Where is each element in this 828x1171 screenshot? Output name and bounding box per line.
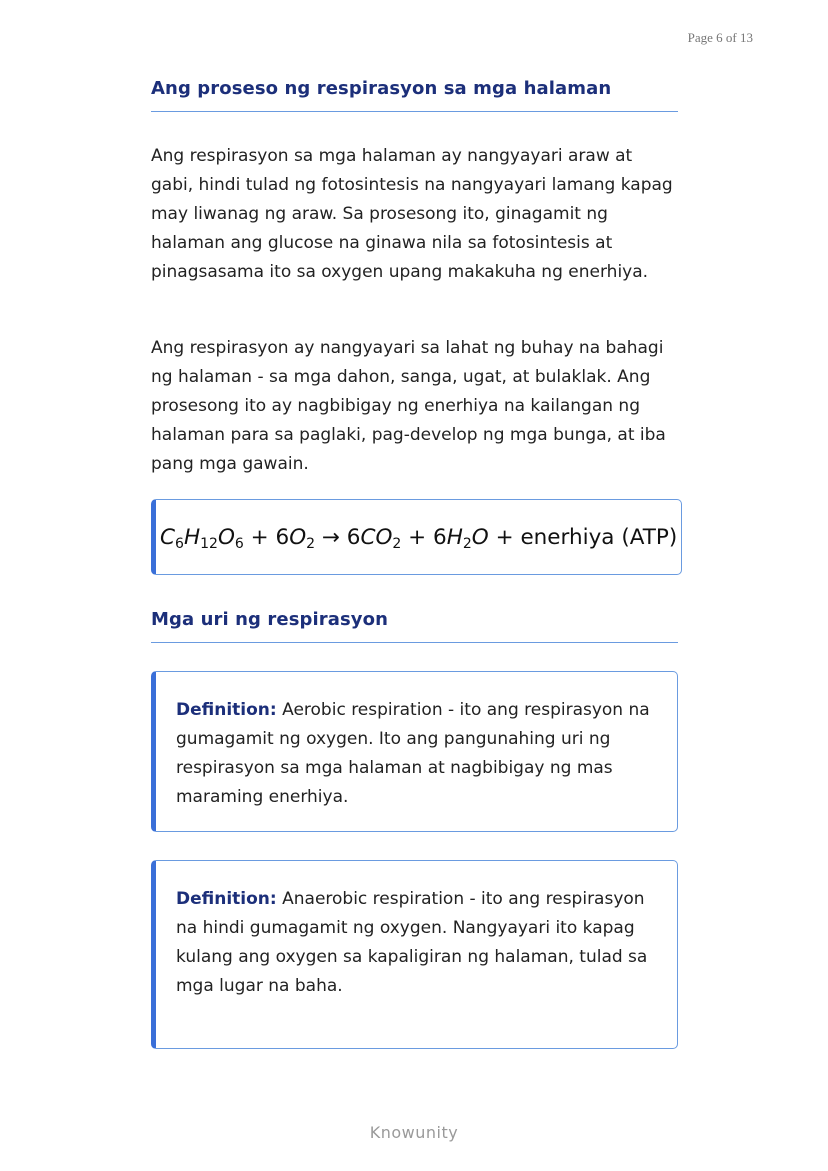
definition-body: Aerobic respiration - ito ang respirasyon na gumagamit ng oxygen. Ito ang pangunahing uri ng respirasyon sa mga halaman at nagbibigay ng mas maraming enerhiya. (176, 700, 650, 807)
water-h-sub: 2 (462, 535, 472, 552)
arrow-icon: → (321, 524, 340, 550)
plus-sign: + (250, 524, 269, 550)
co2-coefficient: 6 (346, 524, 361, 550)
paragraph: Ang respirasyon ay nangyayari sa lahat ng buhay na bahagi ng halaman - sa mga dahon, sanga, ugat, at bulaklak. Ang prosesong ito ay nagbibigay ng enerhiya na kailangan ng halaman para sa paglaki, pag-develop ng mga bunga, at iba pang mga gawain. (151, 338, 666, 474)
equation-box (151, 499, 682, 575)
definition-body: Anaerobic respiration - ito ang respirasyon na hindi gumagamit ng oxygen. Nangyayari ito kapag kulang ang oxygen sa kapaligiran ng halaman, tulad sa mga lugar na baha. (176, 889, 648, 996)
water-coefficient: 6 (433, 524, 447, 550)
co2-o-sub: 2 (392, 535, 402, 552)
glucose-o: O (217, 524, 235, 550)
oxygen-coefficient: 6 (275, 524, 290, 550)
definition-text (176, 885, 656, 1001)
section-heading-respiration-types: Mga uri ng respirasyon (151, 609, 678, 643)
equation-product-energy: enerhiya (ATP) (520, 524, 678, 550)
glucose-h-sub: 12 (200, 535, 218, 552)
oxygen-o-sub: 2 (306, 535, 316, 552)
plus-sign: + (495, 524, 514, 550)
definition-label: Definition: (176, 889, 277, 909)
page-number: Page 6 of 13 (687, 30, 753, 45)
definition-box-aerobic (151, 671, 678, 832)
respiration-equation (160, 525, 677, 550)
water-h: H (446, 524, 463, 550)
oxygen-o: O (289, 524, 307, 550)
water-o: O (471, 524, 489, 550)
glucose-o-sub: 6 (234, 535, 244, 552)
glucose-c-sub: 6 (175, 535, 184, 552)
definition-box-anaerobic (151, 860, 678, 1049)
definition-label: Definition: (176, 700, 277, 720)
co2-o: O (375, 524, 393, 550)
paragraph: Ang respirasyon sa mga halaman ay nangyayari araw at gabi, hindi tulad ng fotosintesis na nangyayari lamang kapag may liwanag ng araw. Sa prosesong ito, ginagamit ng halaman ang glucose na ginawa nila sa fotosintesis at pinagsasama ito sa oxygen upang makakuha ng enerhiya. (151, 146, 673, 282)
section-heading-respiration-process: Ang proseso ng respirasyon sa mga halaman (151, 78, 678, 112)
co2-c: C (360, 524, 376, 550)
plus-sign: + (408, 524, 427, 550)
definition-text (176, 696, 656, 812)
footer-brand: Knowunity (369, 1123, 459, 1142)
glucose-c: C (160, 524, 176, 550)
glucose-h: H (183, 524, 201, 550)
